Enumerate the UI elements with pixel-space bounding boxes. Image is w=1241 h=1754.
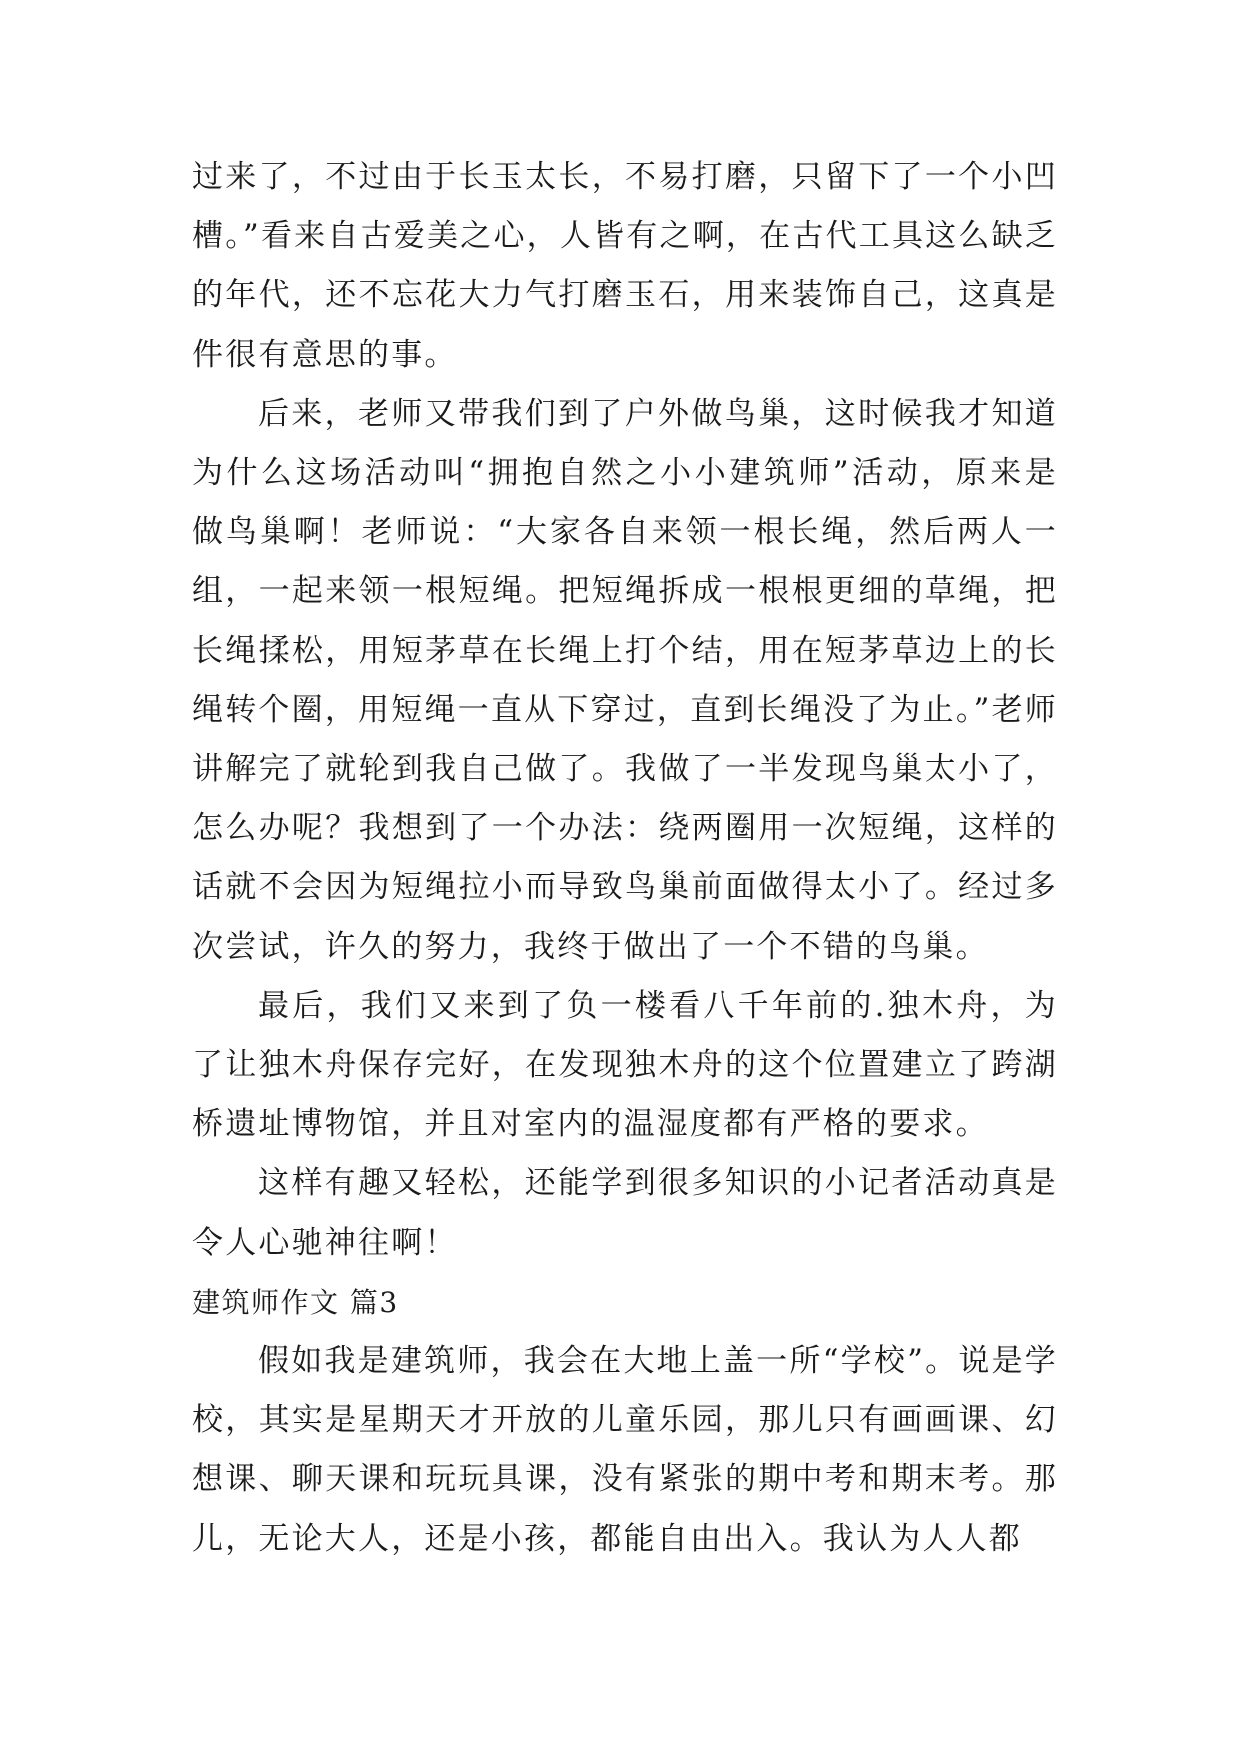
document-body xyxy=(192,148,1058,1569)
paragraph-bird-nest: 后来，老师又带我们到了户外做鸟巢，这时候我才知道为什么这场活动叫“拥抱自然之小小建筑师”活动，原来是做鸟巢啊！老师说：“大家各自来领一根长绳，然后两人一组，一起来领一根短绳。把短绳拆成一根根更细的草绳，把长绳揉松，用短茅草在长绳上打个结，用在短茅草边上的长绳转个圈，用短绳一直从下穿过，直到长绳没了为止。”老师讲解完了就轮到我自己做了。我做了一半发现鸟巢太小了，怎么办呢？我想到了一个办法：绕两圈用一次短绳，这样的话就不会因为短绳拉小而导致鸟巢前面做得太小了。经过多次尝试，许久的努力，我终于做出了一个不错的鸟巢。 xyxy=(192,395,1058,965)
paragraph-conclusion: 这样有趣又轻松，还能学到很多知识的小记者活动真是令人心驰神往啊！ xyxy=(192,1165,1058,1261)
section-heading: 建筑师作文 篇3 xyxy=(192,1285,399,1319)
paragraph-continued: 过来了，不过由于长玉太长，不易打磨，只留下了一个小凹槽。”看来自古爱美之心，人皆有之啊，在古代工具这么缺乏的年代，还不忘花大力气打磨玉石，用来装饰自己，这真是件很有意思的事。 xyxy=(192,159,1058,373)
paragraph-canoe: 最后，我们又来到了负一楼看八千年前的.独木舟，为了让独木舟保存完好，在发现独木舟的这个位置建立了跨湖桥遗址博物馆，并且对室内的温湿度都有严格的要求。 xyxy=(192,987,1058,1143)
paragraph-school: 假如我是建筑师，我会在大地上盖一所“学校”。说是学校，其实是星期天才开放的儿童乐园，那儿只有画画课、幻想课、聊天课和玩玩具课，没有紧张的期中考和期末考。那儿，无论大人，还是小孩，都能自由出入。我认为人人都 xyxy=(192,1343,1058,1557)
